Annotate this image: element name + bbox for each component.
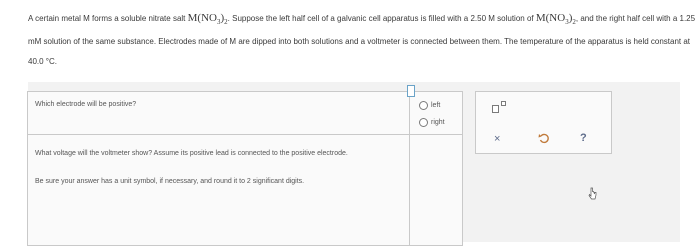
question-table — [27, 91, 463, 246]
problem-text-1: A certain metal M forms a soluble nitrate salt — [28, 14, 186, 23]
voltage-answer-input[interactable] — [407, 85, 415, 97]
problem-text-2: . Suppose the left half cell of a galvanic cell apparatus is filled with a 2.50 M solution of — [227, 14, 534, 23]
problem-text-4: the right half cell with a 1.25 mM solution of the same substance. Electrodes made of M are dipped into both solutions and a voltmeter is connected between — [28, 14, 696, 46]
salt-formula-2: $M(NO_3)_2$ — [535, 12, 576, 26]
superscript-box-icon — [501, 101, 506, 106]
math-tools-panel — [475, 91, 612, 154]
problem-statement: A certain metal M forms a soluble nitrate salt $M(NO_3)_2$. Suppose the left half cell of a galvanic cell apparatus is filled with a 2.50 M solution of $M(NO_3)_2$, and the right half cell with a 1.25 mM solution of the same substance. Electrodes made of M are dipped into both solutions and a voltmeter is connected between them. The temperature of the apparatus is held constant at 40.0 °C. — [28, 12, 696, 66]
radio-right[interactable] — [419, 118, 428, 127]
option-left-label: left — [431, 102, 441, 109]
problem-text-5: them. The temperature of the apparatus is held constant at 40.0 °C. — [28, 37, 691, 66]
question-row-voltage — [28, 135, 462, 245]
option-right[interactable] — [419, 118, 445, 127]
question-positive-electrode: Which electrode will be positive? — [35, 101, 137, 108]
mouse-cursor-icon — [588, 187, 598, 201]
help-button[interactable]: ? — [580, 132, 587, 144]
radio-left[interactable] — [419, 101, 428, 110]
hint-text: Be sure your answer has a unit symbol, if necessary, and round it to 2 significant digits. — [35, 178, 305, 185]
question-voltage: What voltage will the voltmeter show? Assume its positive lead is connected to the positive electrode. — [35, 150, 348, 157]
exponent-button[interactable] — [490, 99, 510, 115]
problem-text-3: and — [580, 14, 594, 23]
option-right-label: right — [431, 119, 445, 126]
clear-button[interactable]: × — [494, 133, 501, 145]
option-left[interactable] — [419, 101, 440, 110]
undo-icon[interactable] — [538, 132, 550, 144]
base-box-icon — [492, 105, 499, 113]
question-row-polarity — [28, 92, 462, 135]
salt-formula: $M(NO_3)_2$ — [187, 12, 228, 26]
